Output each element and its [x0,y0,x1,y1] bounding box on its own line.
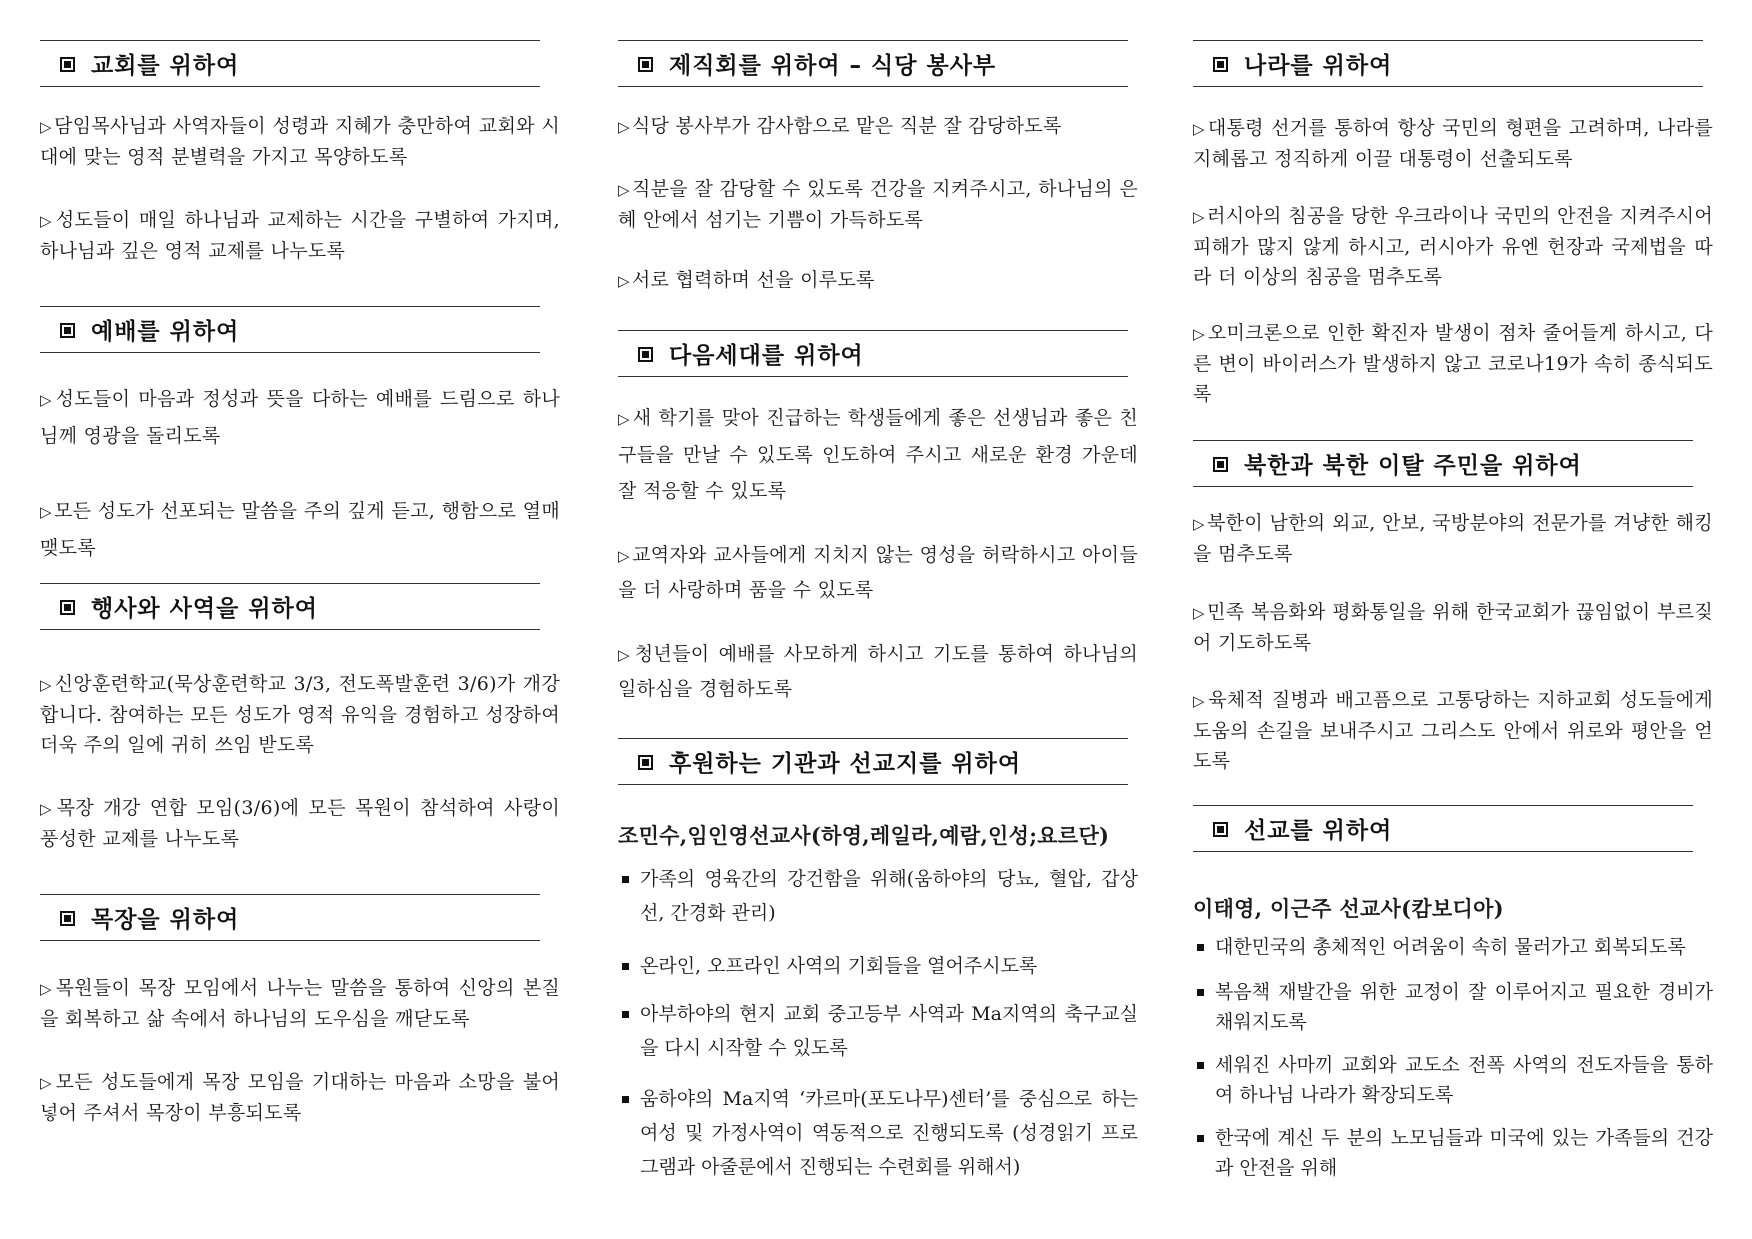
section-title: 후원하는 기관과 선교지를 위하여 [669,751,1022,777]
section-marker-icon [1213,822,1228,837]
prayer-item: ▷ 목원들이 목장 모임에서 나누는 말씀을 통하여 신앙의 본질을 회복하고 삶 속에서 하나님의 도우심을 깨닫도록 [40,977,561,1030]
section-header [40,40,540,87]
section-title: 나라를 위하여 [1244,53,1393,79]
section-header [1193,805,1693,852]
triangle-icon: ▷ [618,410,631,428]
section-next-generation [618,330,1128,377]
prayer-item: ▷ 신앙훈련학교(묵상훈련학교 3/3, 전도폭발훈련 3/6)가 개강합니다. 참여하는 모든 성도가 영적 유익을 경험하고 성장하여 더욱 주의 일에 귀히 쓰임 받도록 [40,673,560,756]
bullet-item: 대한민국의 총체적인 어려움이 속히 물러가고 회복되도록 [1193,932,1713,962]
section-title: 다음세대를 위하여 [669,343,864,369]
section-deacons [618,40,1128,87]
section-north-korea [1193,440,1693,487]
square-bullet-icon [622,963,629,970]
square-bullet-icon [622,1011,629,1018]
section-marker-icon [638,347,653,362]
section-header [1193,440,1693,487]
section-title: 선교를 위하여 [1244,818,1393,844]
section-marker-icon [60,911,75,926]
section-marker-icon [1213,457,1228,472]
section-header [1193,40,1703,87]
triangle-icon: ▷ [618,547,631,565]
triangle-icon: ▷ [40,980,54,998]
prayer-item: ▷ 러시아의 침공을 당한 우크라이나 국민의 안전을 지켜주시어 피해가 많지 않게 하시고, 러시아가 유엔 헌장과 국제법을 따라 더 이상의 침공을 멈추도록 [1193,205,1713,288]
bullet-item: 가족의 영육간의 강건함을 위해(움하야의 당뇨, 혈압, 갑상선, 간경화 관리) [618,862,1138,930]
triangle-icon: ▷ [1193,208,1206,226]
section-marker-icon [60,57,75,72]
missionary-name: 조민수,임인영선교사(하영,레일라,예람,인성;요르단) [618,823,1110,848]
triangle-icon: ▷ [40,391,54,409]
section-title: 목장을 위하여 [91,907,240,933]
section-nation [1193,40,1703,87]
section-title: 예배를 위하여 [91,319,240,345]
bullet-item: 온라인, 오프라인 사역의 기회들을 열어주시도록 [618,949,1138,983]
section-church [40,40,540,87]
triangle-icon: ▷ [40,1074,54,1092]
bullet-item: 세워진 사마끼 교회와 교도소 전폭 사역의 전도자들을 통하여 하나님 나라가 확장되도록 [1193,1050,1713,1110]
section-header [40,894,540,941]
square-bullet-icon [1197,1135,1204,1142]
square-bullet-icon [1197,989,1204,996]
section-marker-icon [638,57,653,72]
section-header [618,738,1128,785]
section-marker-icon [1213,57,1228,72]
section-title: 제직회를 위하여 – 식당 봉사부 [669,53,997,79]
triangle-icon: ▷ [618,118,630,136]
prayer-item: ▷ 새 학기를 맞아 진급하는 학생들에게 좋은 선생님과 좋은 친구들을 만날 수 있도록 인도하여 주시고 새로운 환경 가운데 잘 적응할 수 있도록 [618,407,1138,502]
prayer-item: ▷ 모든 성도가 선포되는 말씀을 주의 깊게 듣고, 행함으로 열매 맺도록 [40,500,560,559]
prayer-item: ▷ 목장 개강 연합 모임(3/6)에 모든 목원이 참석하여 사랑이 풍성한 교제를 나누도록 [40,797,560,850]
section-header [40,583,540,630]
square-bullet-icon [1197,944,1204,951]
prayer-item: ▷ 담임목사님과 사역자들이 성령과 지혜가 충만하여 교회와 시대에 맞는 영적 분별력을 가지고 목양하도록 [40,115,560,168]
bullet-item: 한국에 계신 두 분의 노모님들과 미국에 있는 가족들의 건강과 안전을 위해 [1193,1123,1713,1183]
section-marker-icon [60,600,75,615]
prayer-item: ▷ 육체적 질병과 배고픔으로 고통당하는 지하교회 성도들에게 도움의 손길을 보내주시고 그리스도 안에서 위로와 평안을 얻도록 [1193,689,1713,772]
missionary-name: 이태영, 이근주 선교사(캄보디아) [1193,896,1504,921]
prayer-item: ▷ 오미크론으로 인한 확진자 발생이 점차 줄어들게 하시고, 다른 변이 바이러스가 발생하지 않고 코로나19가 속히 종식되도록 [1193,322,1713,405]
triangle-icon: ▷ [40,118,53,136]
triangle-icon: ▷ [1193,604,1206,622]
section-header [40,306,540,353]
bullet-item: 움하야의 Ma지역 ‘카르마(포도나무)센터’를 중심으로 하는 여성 및 가정사역이 역동적으로 진행되도록 (성경읽기 프로그램과 아줄룬에서 진행되는 수련회를 위해서) [618,1082,1138,1184]
triangle-icon: ▷ [1193,692,1207,710]
prayer-item: ▷ 식당 봉사부가 감사함으로 맡은 직분 잘 감당하도록 [618,115,1062,137]
prayer-item: ▷ 직분을 잘 감당할 수 있도록 건강을 지켜주시고, 하나님의 은혜 안에서 섬기는 기쁨이 가득하도록 [618,178,1138,231]
triangle-icon: ▷ [1193,120,1206,138]
section-missions-support [618,738,1128,785]
square-bullet-icon [622,876,629,883]
section-title: 북한과 북한 이탈 주민을 위하여 [1244,453,1582,479]
section-header [618,40,1128,87]
section-marker-icon [638,755,653,770]
prayer-item: ▷ 교역자와 교사들에게 지치지 않는 영성을 허락하시고 아이들을 더 사랑하며 품을 수 있도록 [618,544,1138,601]
section-missions [1193,805,1693,852]
triangle-icon: ▷ [40,800,55,818]
triangle-icon: ▷ [40,212,54,230]
section-cell-group [40,894,540,941]
triangle-icon: ▷ [618,646,633,664]
prayer-item: ▷ 민족 복음화와 평화통일을 위해 한국교회가 끊임없이 부르짖어 기도하도록 [1193,601,1713,654]
prayer-item: ▷ 성도들이 매일 하나님과 교제하는 시간을 구별하여 가지며, 하나님과 깊은 영적 교제를 나누도록 [40,209,561,262]
triangle-icon: ▷ [1193,515,1206,533]
triangle-icon: ▷ [618,272,630,290]
section-marker-icon [60,323,75,338]
prayer-item: ▷ 청년들이 예배를 사모하게 하시고 기도를 통하여 하나님의 일하심을 경험하도록 [618,643,1139,700]
triangle-icon: ▷ [40,503,52,521]
triangle-icon: ▷ [40,676,53,694]
triangle-icon: ▷ [1193,325,1206,343]
prayer-item: ▷ 북한이 남한의 외교, 안보, 국방분야의 전문가를 겨냥한 해킹을 멈추도록 [1193,512,1713,565]
section-title: 교회를 위하여 [91,53,240,79]
section-header [618,330,1128,377]
prayer-item: ▷ 모든 성도들에게 목장 모임을 기대하는 마음과 소망을 불어 넣어 주셔서 목장이 부흥되도록 [40,1071,561,1124]
square-bullet-icon [1197,1062,1204,1069]
prayer-item: ▷ 서로 협력하며 선을 이루도록 [618,269,875,291]
triangle-icon: ▷ [618,181,630,199]
section-worship [40,306,540,353]
bullet-item: 아부하야의 현지 교회 중고등부 사역과 Ma지역의 축구교실을 다시 시작할 수 있도록 [618,997,1138,1065]
bullet-item: 복음책 재발간을 위한 교정이 잘 이루어지고 필요한 경비가 채워지도록 [1193,977,1713,1037]
prayer-item: ▷ 성도들이 마음과 정성과 뜻을 다하는 예배를 드림으로 하나님께 영광을 돌리도록 [40,388,561,447]
section-events [40,583,540,630]
prayer-item: ▷ 대통령 선거를 통하여 항상 국민의 형편을 고려하며, 나라를 지혜롭고 정직하게 이끌 대통령이 선출되도록 [1193,117,1713,170]
section-title: 행사와 사역을 위하여 [91,596,318,622]
square-bullet-icon [622,1096,629,1103]
